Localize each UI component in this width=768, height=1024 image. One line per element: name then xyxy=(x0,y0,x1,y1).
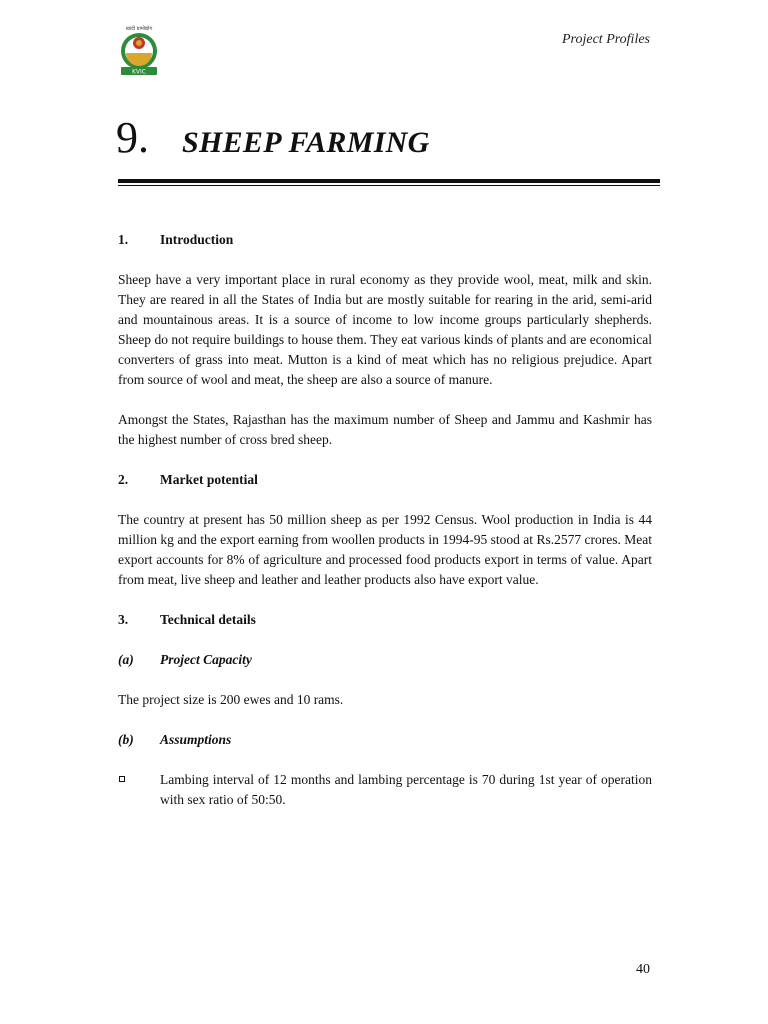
capacity-paragraph: The project size is 200 ewes and 10 rams. xyxy=(118,692,344,707)
chapter-heading xyxy=(116,112,430,163)
section-title: Introduction xyxy=(160,232,234,247)
section-title: Market potential xyxy=(160,472,258,487)
logo-text: KVIC xyxy=(132,68,146,76)
square-bullet-icon xyxy=(118,770,160,810)
chapter-title: SHEEP FARMING xyxy=(182,126,430,159)
subsection-heading-project-capacity xyxy=(118,650,652,670)
subsection-title: Assumptions xyxy=(160,732,232,747)
intro-paragraph-2: Amongst the States, Rajasthan has the maximum number of Sheep and Jammu and Kashmir has the highest number of cross bred sheep. xyxy=(118,412,652,447)
intro-paragraph-1: Sheep have a very important place in rural economy as they provide wool, meat, milk and skin. They are reared in all the States of India but are mostly suitable for rearing in the arid, semi-arid and mountainous areas. It is a source of income to low income groups particularly shepherds. Sheep do not require buildings to house them. They eat various kinds of plants and are economical converters of grass into meat. Mutton is a kind of meat which has no religious prejudice. Apart from source of wool and meat, the sheep are also a source of manure. xyxy=(118,272,652,387)
section-heading-market-potential xyxy=(118,470,652,490)
assumption-text: Lambing interval of 12 months and lambing percentage is 70 during 1st year of operation with sex ratio of 50:50. xyxy=(160,772,652,807)
title-rule-thick xyxy=(118,179,660,183)
section-title: Technical details xyxy=(160,612,256,627)
page-number: 40 xyxy=(636,962,650,977)
document-body xyxy=(118,230,652,810)
section-number: 1. xyxy=(118,232,129,247)
section-number: 2. xyxy=(118,472,129,487)
subsection-title: Project Capacity xyxy=(160,652,252,667)
list-item xyxy=(118,770,652,810)
section-number: 3. xyxy=(118,612,129,627)
market-paragraph: The country at present has 50 million sheep as per 1992 Census. Wool production in India is 44 million kg and the export earning from woollen products in 1994-95 stood at Rs.2577 crores. Meat export accounts for 8% of agriculture and processed food products export in terms of value. Apart from meat, live sheep and leather and leather products also have export value. xyxy=(118,512,652,587)
subsection-label: (a) xyxy=(118,652,134,667)
section-heading-technical-details xyxy=(118,610,652,630)
chapter-number: 9. xyxy=(116,113,149,162)
subsection-label: (b) xyxy=(118,732,134,747)
svg-text:खादी ग्रामोद्योग: खादी ग्रामोद्योग xyxy=(125,26,153,32)
kvic-logo xyxy=(114,24,164,78)
running-header: Project Profiles xyxy=(562,32,650,47)
title-rule-thin xyxy=(118,185,660,186)
section-heading-introduction xyxy=(118,230,652,250)
subsection-heading-assumptions xyxy=(118,730,652,750)
